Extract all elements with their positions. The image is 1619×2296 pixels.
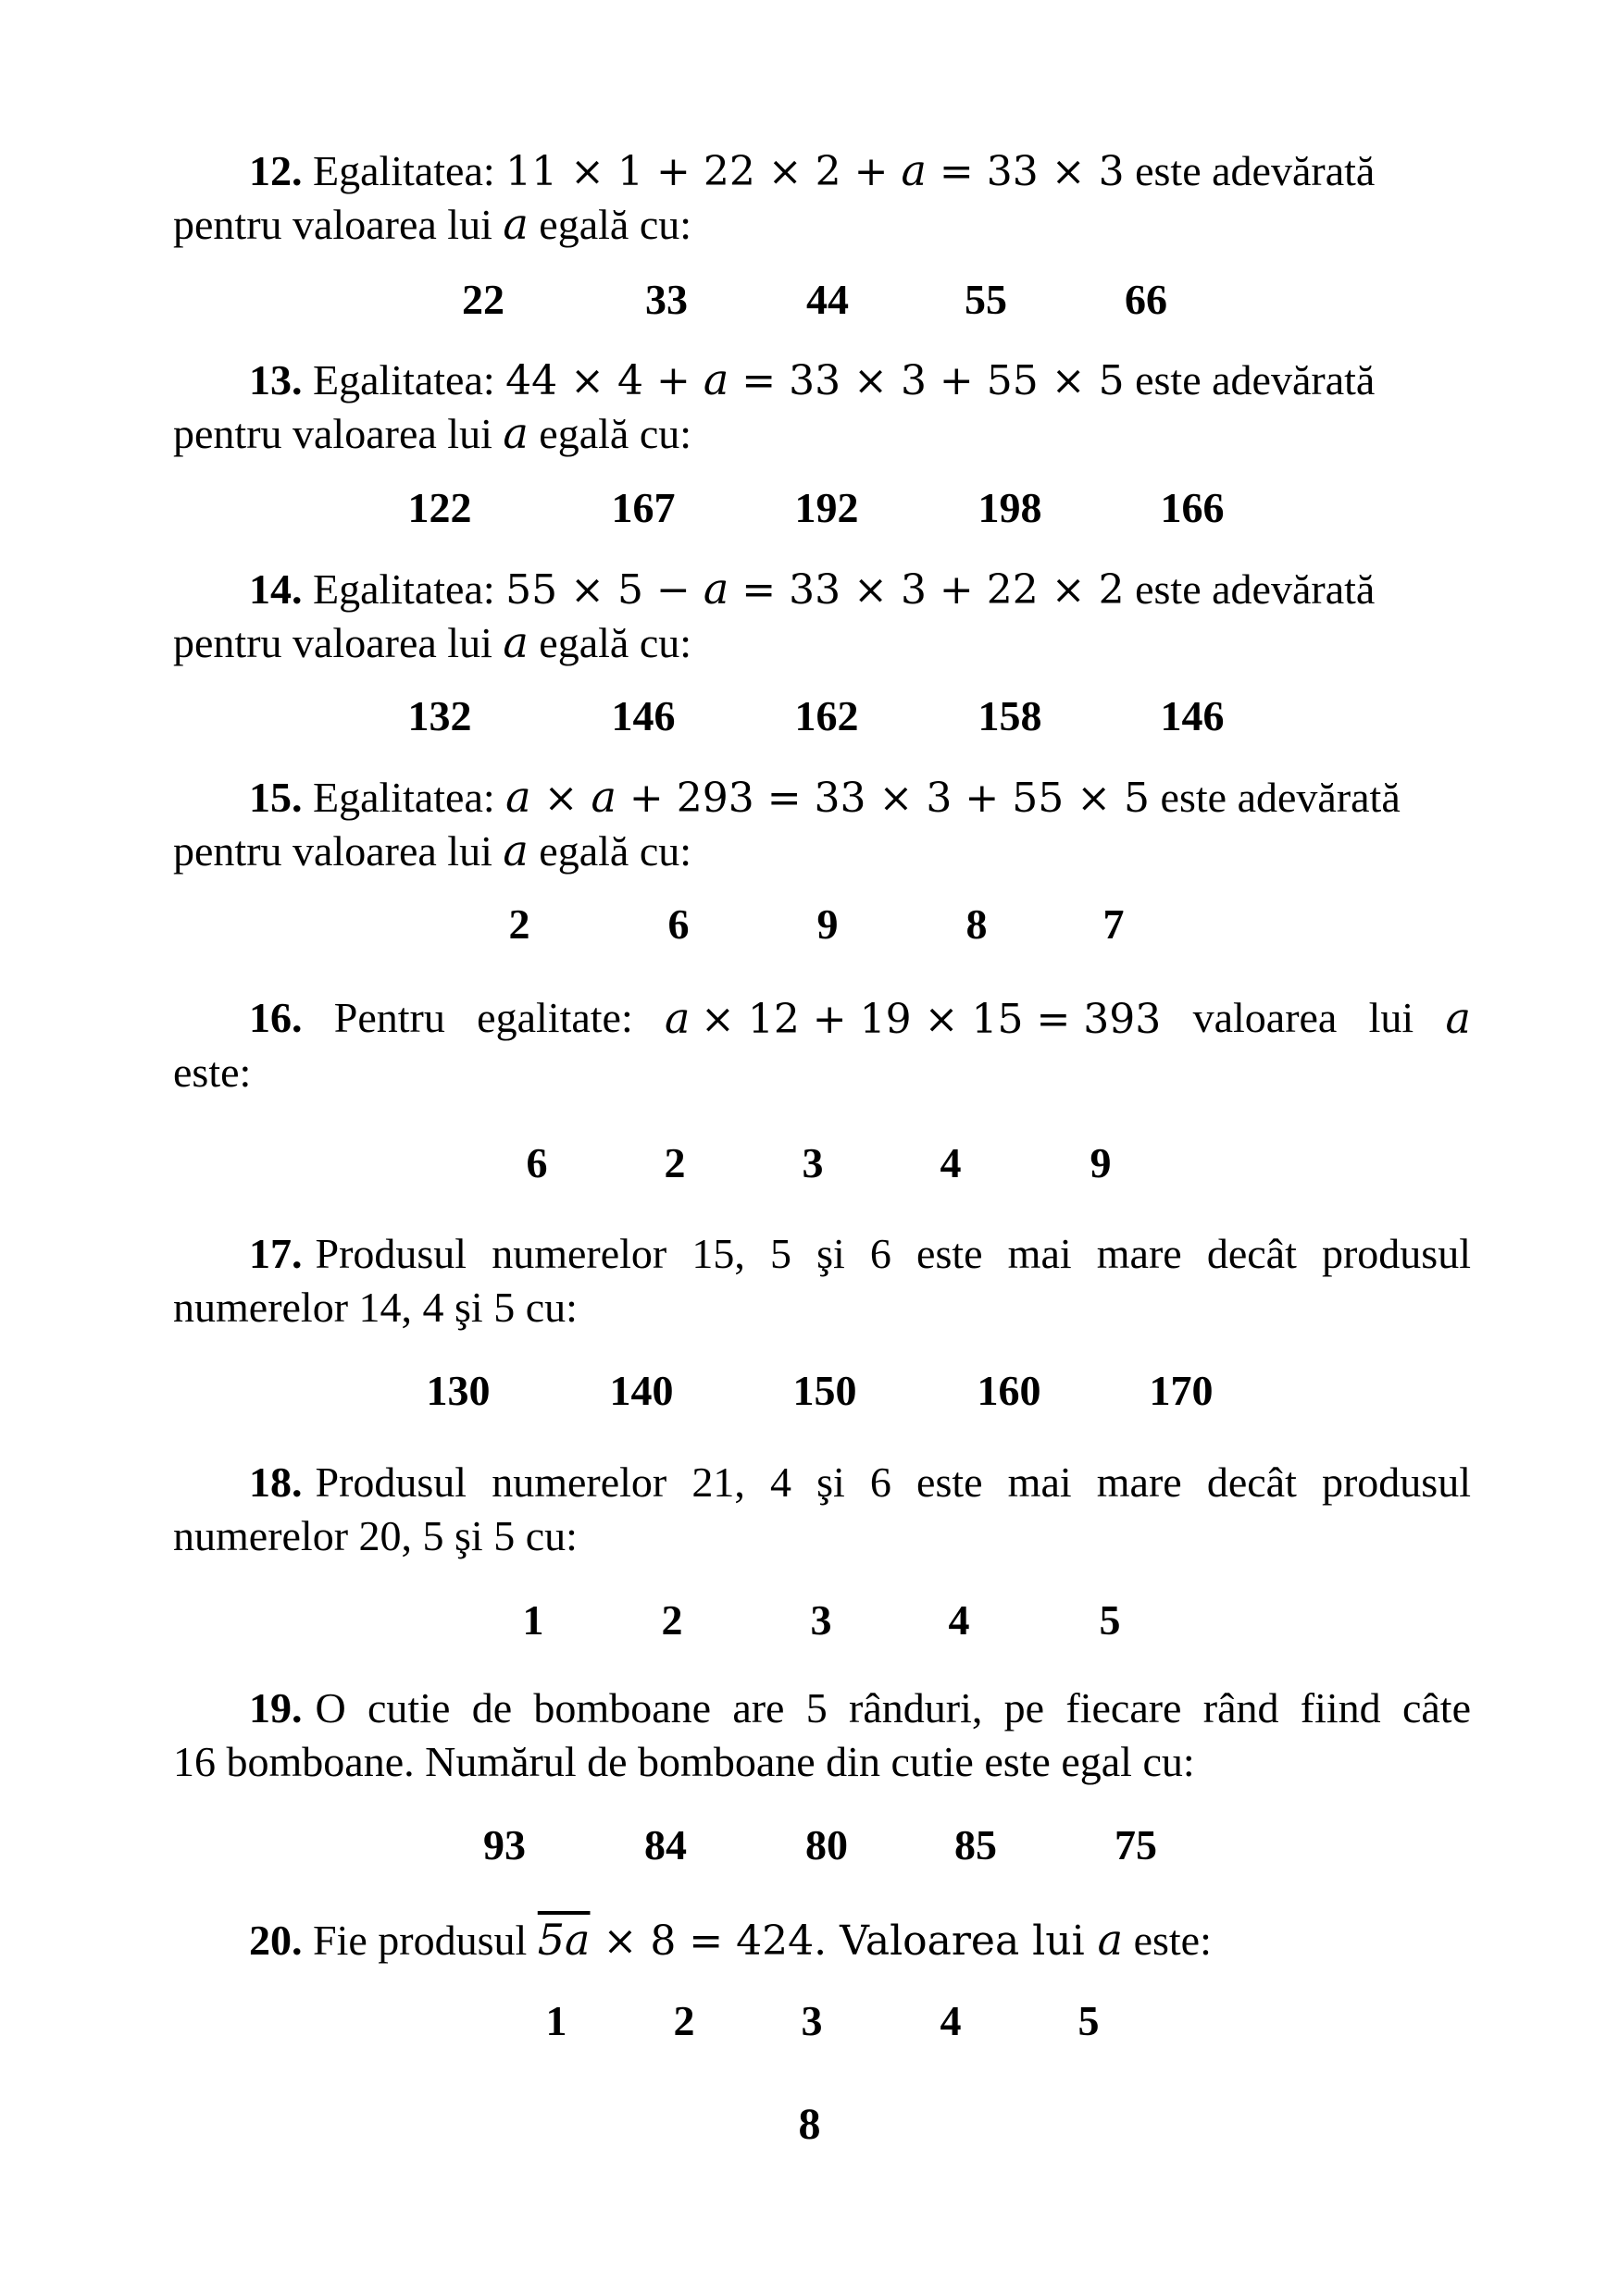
line-text: pentru valoarea lui [173,410,504,457]
equation-part: 11 × 1 + 22 × 2 + [505,148,902,195]
equation-part: + 293 = 33 × 3 + 55 × 5 [616,775,1151,822]
problem-15-line-1 [249,770,1401,825]
line-text: egală cu: [528,827,692,875]
problem-suffix: este adevărată [1150,774,1401,821]
problem-suffix: este adevărată [1124,565,1376,613]
problem-15-line-2 [173,824,691,878]
equation-part: × 8 = 424. Valoarea lui [590,1917,1098,1965]
answer-option: 1 [545,1997,567,2044]
answer-option: 3 [810,1596,832,1644]
answer-option: 84 [644,1821,687,1868]
answer-option: 166 [1160,484,1225,531]
problem-suffix: este adevărată [1124,356,1376,403]
line-text: Produsul numerelor 21, 4 şi 6 este mai mare decât produsul [315,1458,1471,1506]
equation-part: = 33 × 3 + 55 × 5 [729,357,1125,404]
answer-option: 150 [792,1367,857,1414]
problem-13-line-2 [173,406,691,461]
answer-option: 162 [794,692,859,739]
line-text: egală cu: [528,201,692,248]
answer-option: 7 [1102,900,1125,948]
line-text: O cutie de bomboane are 5 rânduri, pe fiecare rând fiind câte [315,1684,1471,1731]
problem-16-line-2 [173,1046,251,1099]
problem-number: 12. [249,147,303,194]
line-text: valoarea [1192,994,1338,1041]
line-text: egală cu: [528,410,692,457]
line-text: pentru valoarea lui [173,827,504,875]
line-text: Produsul numerelor 15, 5 şi 6 este mai mare decât produsul [315,1230,1471,1277]
variable-a: a [1097,1915,1124,1965]
answer-option: 5 [1099,1596,1121,1644]
problem-number: 13. [249,356,303,403]
line-text: numerelor 20, 5 şi 5 cu: [173,1512,578,1559]
answer-option: 4 [940,1997,962,2044]
line-text: Pentru [333,994,445,1041]
answer-option: 160 [977,1367,1041,1414]
equation-part: = 33 × 3 [926,148,1125,195]
answer-option: 140 [609,1367,674,1414]
answer-option: 2 [664,1139,686,1186]
answer-option: 2 [508,900,530,948]
variable-a: a [703,564,729,614]
variable-a: a [665,993,691,1043]
answer-option: 6 [667,900,690,948]
problem-18-line-1 [249,1456,1471,1509]
equation [665,991,1161,1047]
variable-a: a [1445,993,1471,1043]
answer-option: 8 [965,900,988,948]
answer-option: 22 [462,276,504,323]
variable-a: a [703,354,729,404]
answer-option: 192 [794,484,859,531]
answer-option: 9 [1090,1139,1112,1186]
variable-a: a [503,825,529,875]
problem-label: Egalitatea: [313,565,495,613]
answer-option: 4 [948,1596,970,1644]
problem-label: Egalitatea: [313,356,495,403]
line-text: este: [173,1049,252,1096]
problem-17-line-1 [249,1227,1471,1281]
problem-19-line-1 [249,1682,1471,1735]
line-text: Fie produsul [313,1917,538,1964]
problem-number: 15. [249,774,303,821]
answer-option: 158 [978,692,1042,739]
problem-20-line-1 [249,1913,1212,1968]
problem-number: 14. [249,565,303,613]
answer-option: 122 [407,484,472,531]
problem-number: 20. [249,1917,303,1964]
problem-12-line-2 [173,197,691,252]
equation-part: 44 × 4 + [505,357,704,404]
answer-option: 80 [805,1821,848,1868]
problem-17-line-2 [173,1281,578,1334]
line-text: lui [1368,994,1414,1041]
problem-number: 17. [249,1230,303,1277]
answer-option: 2 [673,1997,695,2044]
answer-option: 167 [611,484,676,531]
line-text: pentru valoarea lui [173,619,504,666]
problem-suffix: este adevărată [1124,147,1376,194]
line-text: 16 bomboane. Numărul de bomboane din cutie este egal cu: [173,1738,1195,1785]
variable-a: a [503,408,529,458]
line-text: egală cu: [528,619,692,666]
variable-a: a [591,772,616,822]
equation-part: × [530,775,592,822]
line-text: numerelor 14, 4 şi 5 cu: [173,1284,578,1331]
equation-part: × 12 + 19 × 15 = 393 [700,996,1162,1043]
answer-option: 6 [526,1139,548,1186]
answer-option: 5 [1077,1997,1100,2044]
answer-option: 9 [816,900,839,948]
problem-label: Egalitatea: [313,774,495,821]
problem-18-line-2 [173,1509,578,1563]
answer-option: 198 [978,484,1042,531]
variable-a: a [901,145,927,195]
answer-option: 55 [965,276,1007,323]
answer-option: 132 [407,692,472,739]
problem-number: 18. [249,1458,303,1506]
answer-option: 146 [611,692,676,739]
answer-option: 66 [1125,276,1167,323]
answer-option: 93 [483,1821,526,1868]
problem-number: 16. [249,994,303,1041]
answer-option: 130 [426,1367,491,1414]
problem-13-line-1 [249,353,1375,408]
line-text: este: [1123,1917,1212,1964]
answer-option: 170 [1149,1367,1214,1414]
answer-option: 3 [801,1997,823,2044]
answer-option: 4 [940,1139,962,1186]
answer-option: 2 [661,1596,683,1644]
problem-14-line-1 [249,562,1375,617]
page-number: 8 [798,2100,821,2149]
variable-a: a [505,772,531,822]
answer-option: 33 [645,276,688,323]
equation-part: = 33 × 3 + 22 × 2 [729,566,1125,614]
answer-option: 146 [1160,692,1225,739]
answer-option: 44 [806,276,849,323]
problem-number: 19. [249,1684,303,1731]
answer-option: 85 [954,1821,997,1868]
variable-a: a [503,199,529,249]
problem-14-line-2 [173,615,691,670]
problem-16-line-1 [249,991,1471,1047]
problem-label: Egalitatea: [313,147,495,194]
problem-19-line-2 [173,1735,1195,1789]
answer-option: 3 [802,1139,824,1186]
answer-option: 75 [1115,1821,1157,1868]
variable-a: a [503,617,529,667]
line-text: pentru valoarea lui [173,201,504,248]
problem-12-line-1 [249,143,1375,199]
equation-part: 55 × 5 − [505,566,704,614]
answer-option: 1 [522,1596,544,1644]
line-text: egalitate: [477,994,633,1041]
overlined-number: 5a [537,1915,591,1965]
